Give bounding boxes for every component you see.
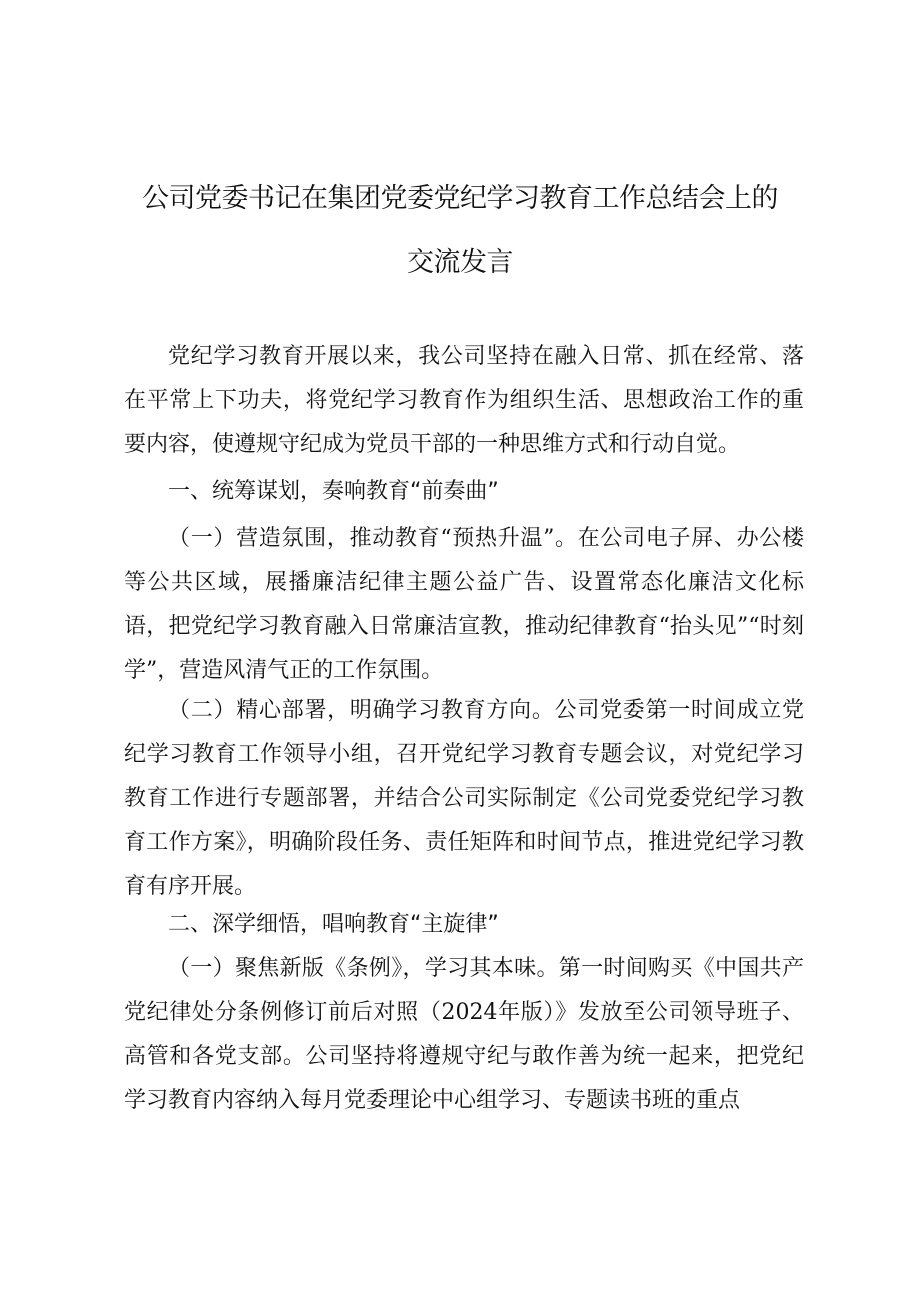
document-title-line-2: 交流发言 [407,247,513,278]
intro-paragraph: 党纪学习教育开展以来，我公司坚持在融入日常、抓在经常、落在平常上下功夫，将党纪学习教育作为组织生活、思想政治工作的重要内容，使遵规守纪成为党员干部的一种思维方式和行动自觉。 [124,344,804,457]
document-title-line-1: 公司党委书记在集团党委党纪学习教育工作总结会上的 [142,183,778,214]
section-2-paragraph-1: （一）聚焦新版《条例》，学习其本味。第一时间购买《中国共产党纪律处分条例修订前后对照（2024年版）》发放至公司领导班子、高管和各党支部。公司坚持将遵规守纪与敢作善为统一起来，把党纪学习教育内容纳入每月党委理论中心组学习、专题读书班的重点 [124,956,804,1113]
section-2-heading: 二、深学细悟，唱响教育“主旋律” [168,912,499,937]
section-1-heading: 一、统筹谋划，奏响教育“前奏曲” [168,479,499,504]
section-1-paragraph-1: （一）营造氛围，推动教育“预热升温”。在公司电子屏、办公楼等公共区域，展播廉洁纪律主题公益广告、设置常态化廉洁文化标语，把党纪学习教育融入日常廉洁宣教，推动纪律教育“抬头见”“时刻学”，营造风清气正的工作氛围。 [124,526,804,683]
section-1-paragraph-2: （二）精心部署，明确学习教育方向。公司党委第一时间成立党纪学习教育工作领导小组，召开党纪学习教育专题会议，对党纪学习教育工作进行专题部署，并结合公司实际制定《公司党委党纪学习教育工作方案》，明确阶段任务、责任矩阵和时间节点，推进党纪学习教育有序开展。 [124,698,804,899]
